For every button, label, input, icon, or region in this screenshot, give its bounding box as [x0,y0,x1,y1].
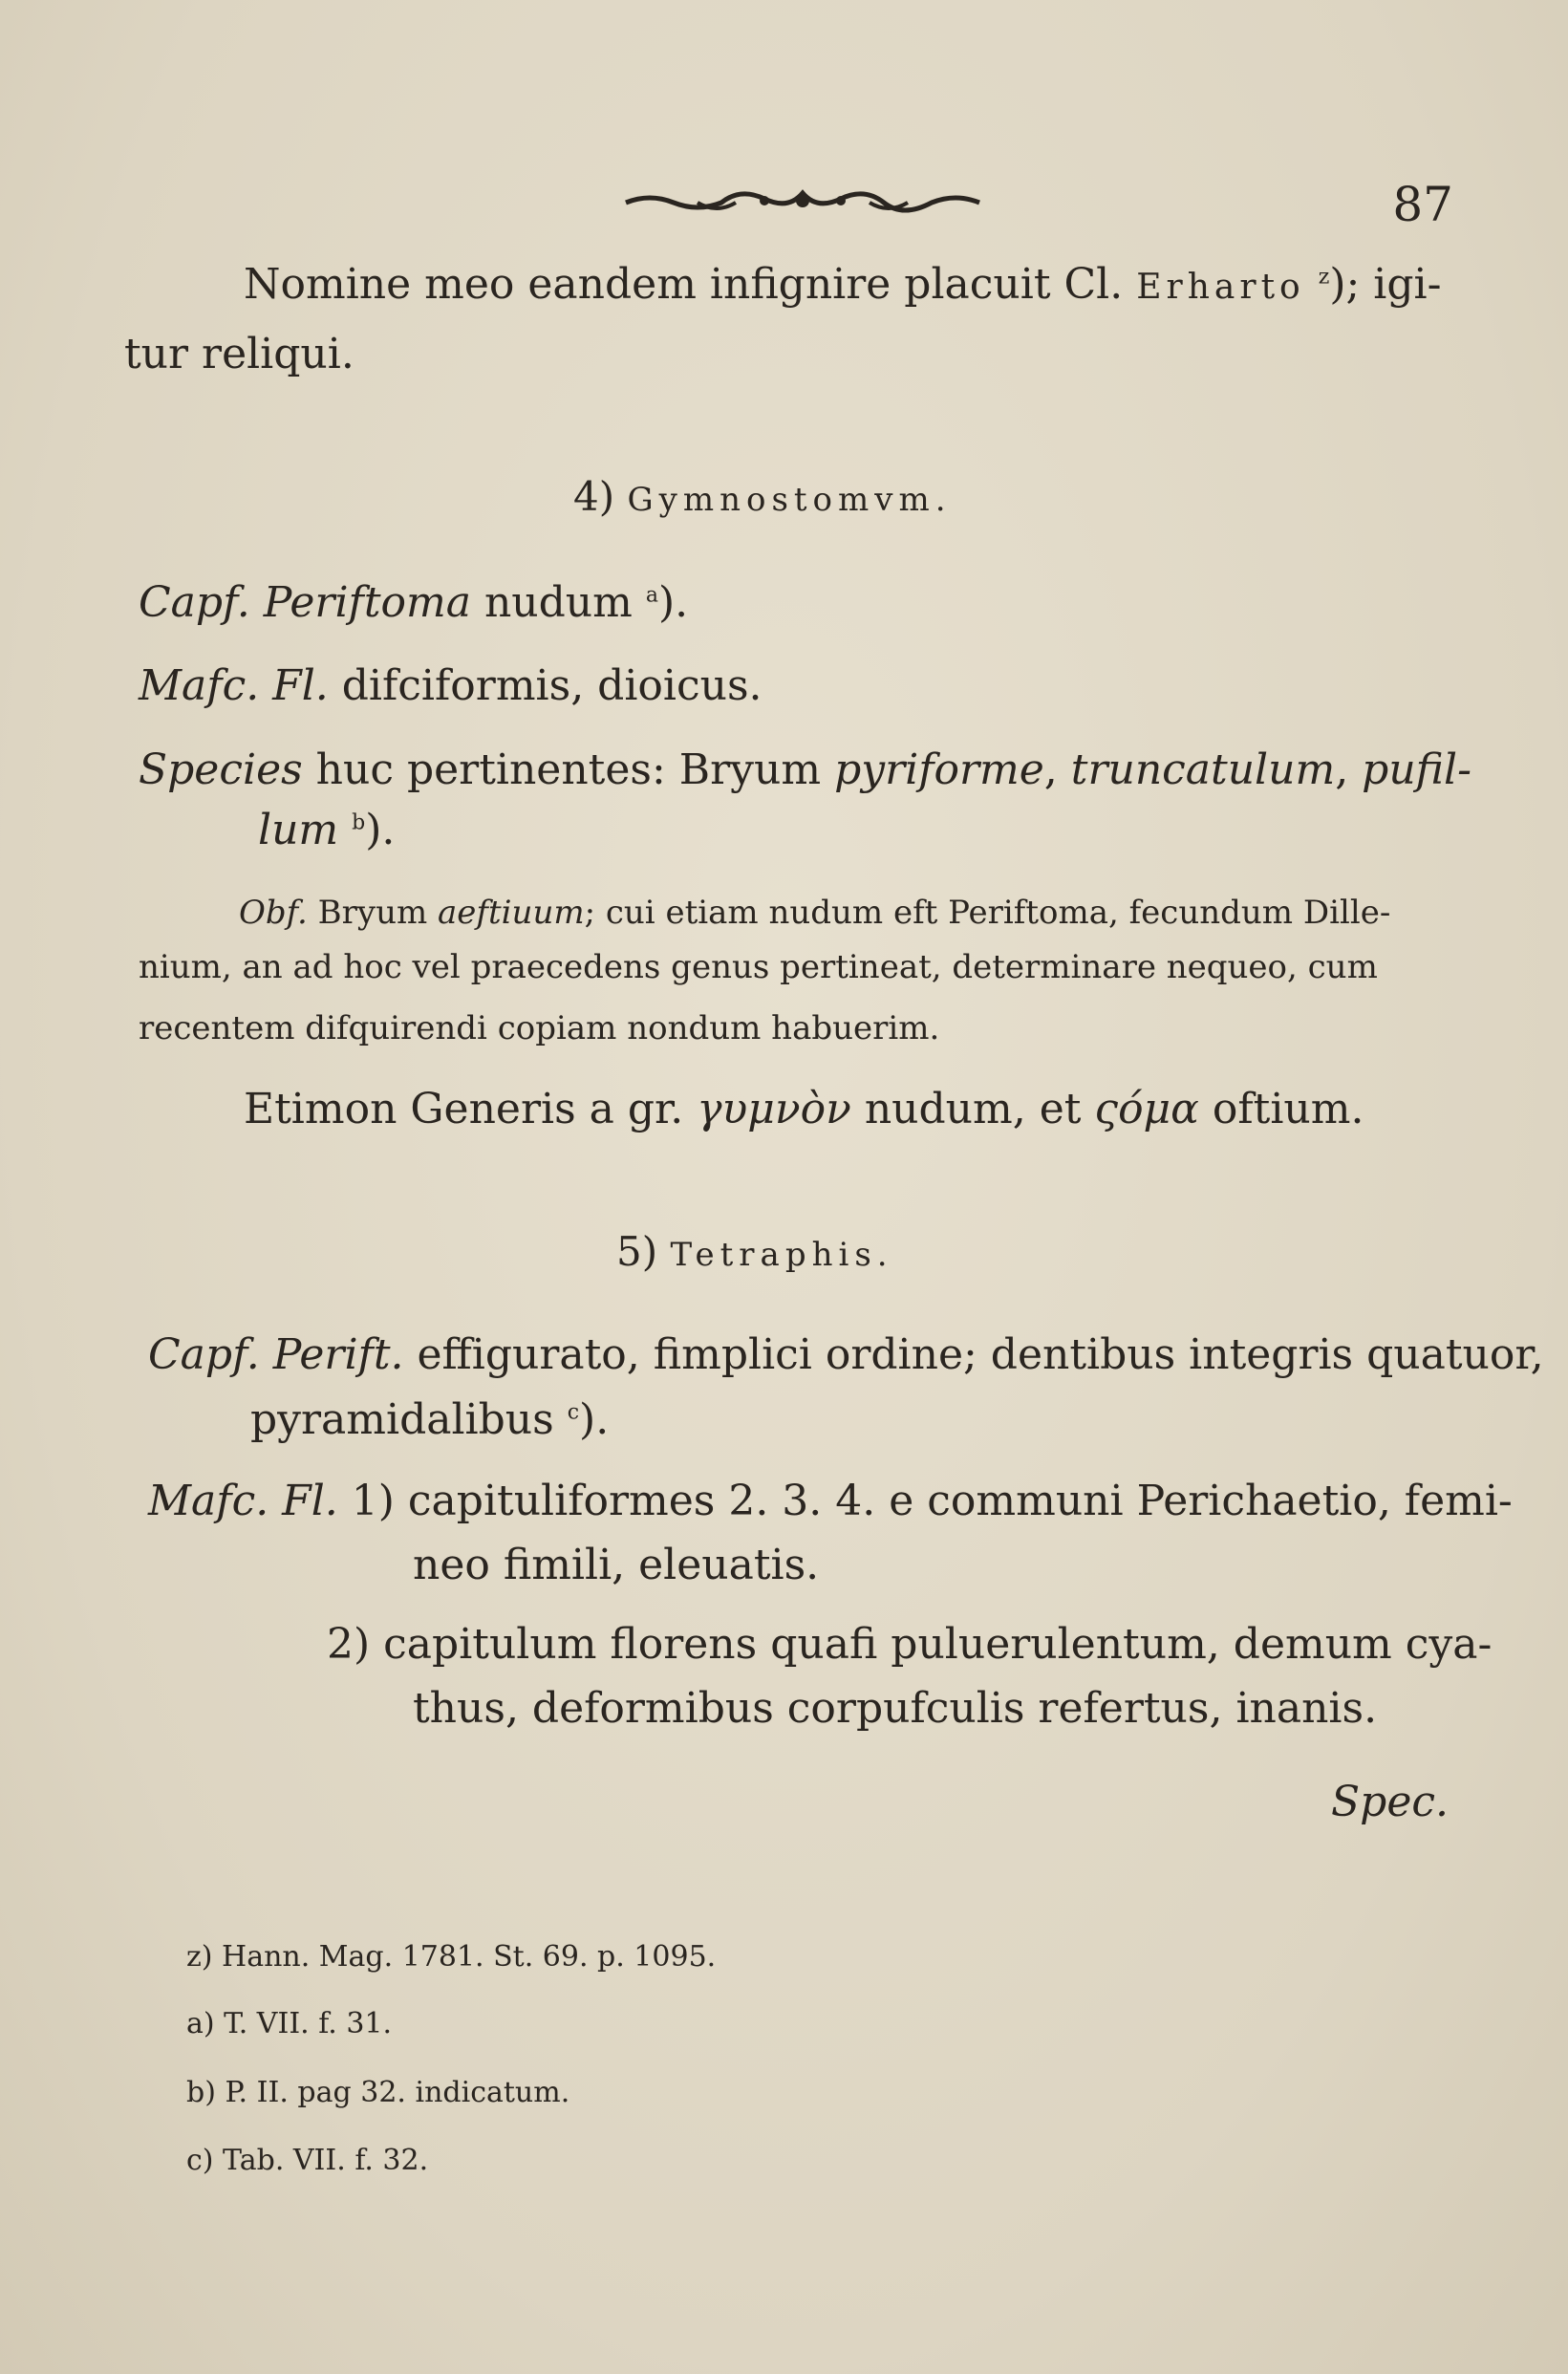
section-5-heading: 5) Tetraphis. [616,1228,893,1275]
section-5-masc-line-1: Mafc. Fl. 1) capituliformes 2. 3. 4. e communi Perichaetio, femi- [148,1477,1513,1525]
footnote-c: c) Tab. VII. f. 32. [186,2144,429,2177]
section-4-obs-line-3: recentem difquirendi copiam nondum habuerim. [139,1009,940,1047]
footnote-b: b) P. II. pag 32. indicatum. [186,2076,570,2109]
footnote-z: z) Hann. Mag. 1781. St. 69. p. 1095. [186,1940,717,1974]
section-4-etimon: Etimon Generis a gr. γυμνὸν nudum, et ςόμα oftium. [244,1085,1364,1133]
intro-line-2: tur reliqui. [124,330,354,378]
section-4-species-line-1: Species huc pertinentes: Bryum pyriforme, truncatulum, pufil- [139,745,1471,794]
section-4-heading: 4) Gymnostomvm. [573,473,952,520]
section-4-species-line-2: lum $^b$). [258,806,396,854]
section-5-capsule-line-2: pyramidalibus $^c$). [250,1395,610,1444]
erharto-name: Erharto [1136,268,1305,307]
footnote-a: a) T. VII. f. 31. [186,2007,393,2040]
section-4-obs-line-2: nium, an ad hoc vel praecedens genus pertineat, determinare nequeo, cum [139,948,1378,986]
header-ornament-icon [621,180,984,226]
section-5-masc-line-4: thus, deformibus corpufculis refertus, inanis. [413,1684,1378,1733]
section-4-masc: Mafc. Fl. difciformis, dioicus. [139,661,763,710]
section-4-obs-line-1: Obf. Bryum aeftiuum; cui etiam nudum eft Periftoma, fecundum Dille- [239,894,1391,932]
section-5-capsule-line-1: Capf. Perift. effigurato, fimplici ordine; dentibus integris quatuor, [148,1330,1544,1379]
page-number: 87 [1392,177,1453,232]
intro-line-1: Nomine meo eandem infignire placuit Cl. Erharto $^z$); igi- [244,260,1442,309]
section-5-masc-line-2: neo fimili, eleuatis. [413,1541,820,1589]
section-4-capsule: Capf. Periftoma nudum $^a$). [139,578,689,627]
catchword: Spec. [1331,1778,1449,1826]
section-5-masc-line-3: 2) capitulum florens quafi puluerulentum, demum cya- [327,1620,1493,1669]
